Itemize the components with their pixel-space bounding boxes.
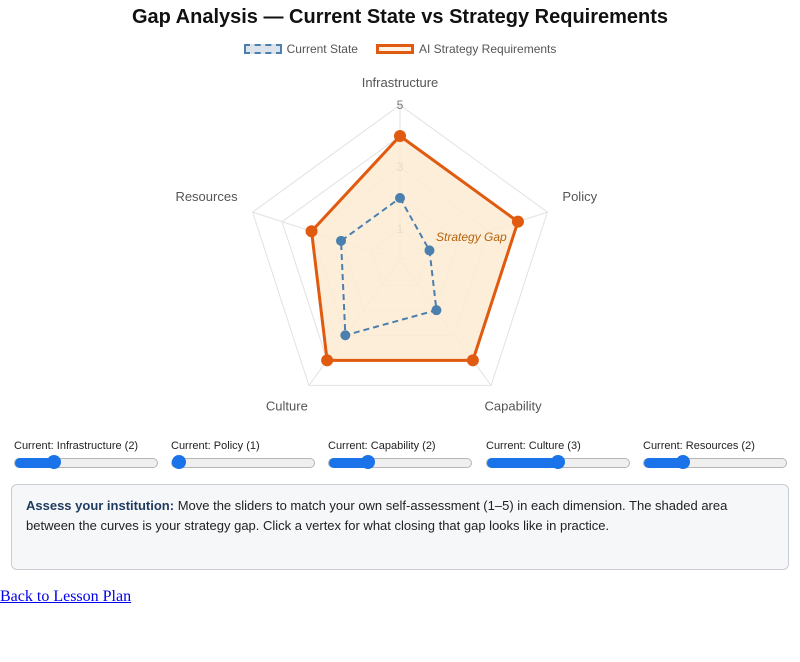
- slider-group-policy: [171, 440, 321, 468]
- radar-series: [312, 136, 518, 360]
- slider-infrastructure[interactable]: [14, 458, 158, 468]
- back-to-lesson-plan-link[interactable]: Back to Lesson Plan: [0, 588, 132, 605]
- axis-label-policy: Policy: [562, 189, 598, 205]
- info-text: Move the sliders to match your own self-assessment (1–5) in each dimension. The shaded area between the curves is your strategy gap. Click a vertex for what closing that gap looks like in practice.: [26, 498, 728, 533]
- slider-thumb-resources[interactable]: [676, 455, 690, 469]
- tick-label: 5: [396, 98, 404, 112]
- target-point-infrastructure[interactable]: [394, 130, 406, 142]
- slider-label-resources: Current: Resources (2): [643, 440, 755, 452]
- axis-label-resources: Resources: [175, 189, 238, 205]
- axis-label-infrastructure: Infrastructure: [361, 75, 439, 90]
- slider-label-capability: Current: Capability (2): [328, 440, 436, 452]
- slider-culture[interactable]: [486, 458, 630, 468]
- current-point-infrastructure[interactable]: [395, 193, 405, 203]
- slider-thumb-policy[interactable]: [172, 455, 186, 469]
- current-point-culture[interactable]: [340, 330, 350, 340]
- radar-chart: [0, 70, 800, 430]
- axis-label-culture: Culture: [265, 398, 308, 414]
- gap-annotation: Strategy Gap: [436, 230, 507, 244]
- slider-capability[interactable]: [328, 458, 472, 468]
- slider-group-infrastructure: [14, 440, 164, 468]
- slider-group-resources: [643, 440, 793, 468]
- slider-label-infrastructure: Current: Infrastructure (2): [14, 440, 139, 452]
- slider-label-culture: Current: Culture (3): [486, 440, 581, 452]
- slider-policy[interactable]: [171, 458, 315, 468]
- legend-swatch-target: [376, 44, 414, 54]
- current-point-policy[interactable]: [424, 245, 434, 255]
- target-point-capability[interactable]: [467, 354, 479, 366]
- current-point-resources[interactable]: [336, 236, 346, 246]
- legend: [0, 42, 800, 56]
- slider-resources[interactable]: [643, 458, 787, 468]
- target-point-resources[interactable]: [306, 225, 318, 237]
- slider-group-culture: [486, 440, 636, 468]
- axis-label-capability: Capability: [484, 398, 542, 414]
- legend-swatch-current: [244, 44, 282, 54]
- legend-label-current: Current State: [286, 42, 358, 56]
- legend-label-target: AI Strategy Requirements: [418, 42, 557, 56]
- legend-item-target[interactable]: [376, 42, 556, 56]
- current-point-capability[interactable]: [431, 305, 441, 315]
- slider-label-policy: Current: Policy (1): [171, 440, 260, 452]
- slider-thumb-culture[interactable]: [551, 455, 565, 469]
- chart-title: Gap Analysis — Current State vs Strategy Requirements: [131, 6, 669, 28]
- info-heading: Assess your institution:: [26, 498, 175, 513]
- slider-fill-culture: [487, 458, 560, 468]
- target-point-policy[interactable]: [512, 216, 524, 228]
- slider-row: [0, 440, 800, 480]
- target-point-culture[interactable]: [321, 354, 333, 366]
- slider-group-capability: [328, 440, 478, 468]
- info-box: [11, 484, 789, 570]
- slider-thumb-infrastructure[interactable]: [47, 455, 61, 469]
- legend-item-current[interactable]: [244, 42, 358, 56]
- series-polygon-target: [312, 136, 518, 360]
- slider-thumb-capability[interactable]: [361, 455, 375, 469]
